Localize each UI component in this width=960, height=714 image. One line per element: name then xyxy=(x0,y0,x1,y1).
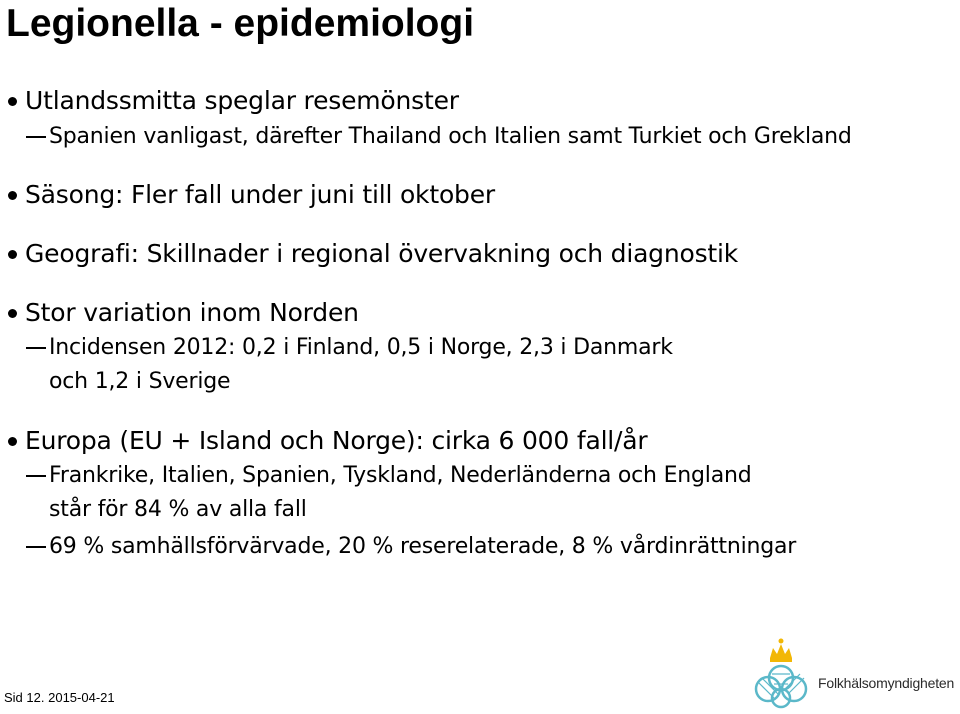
agency-name: Folkhälsomyndigheten xyxy=(818,675,955,691)
bullet-item-3: Geografi: Skillnader i regional övervakning och diagnostik xyxy=(25,239,739,268)
page-label: Sid 12. xyxy=(4,690,45,705)
dash-marker xyxy=(26,136,46,138)
bullet-item-4: Stor variation inom Norden xyxy=(25,298,359,327)
slide-date: 2015-04-21 xyxy=(48,690,115,705)
sub-item-6: och 1,2 i Sverige xyxy=(49,369,231,394)
bullet-dot xyxy=(8,97,17,106)
bullet-item-2: Säsong: Fler fall under juni till oktober xyxy=(25,180,495,209)
sub-item-8: Frankrike, Italien, Spanien, Tyskland, Nederländerna och England xyxy=(49,463,752,488)
bullet-item-7: Europa (EU + Island och Norge): cirka 6 000 fall/år xyxy=(25,426,648,455)
crown-and-knot-logo-icon xyxy=(748,634,818,710)
bullet-dot xyxy=(8,309,17,318)
sub-item-9: står för 84 % av alla fall xyxy=(49,497,307,522)
folkhalsomyndigheten-logo xyxy=(748,634,958,710)
sub-item-1: Spanien vanligast, därefter Thailand och Italien samt Turkiet och Grekland xyxy=(49,124,852,149)
dash-marker xyxy=(26,347,46,349)
sub-item-10: 69 % samhällsförvärvade, 20 % reserelaterade, 8 % vårdinrättningar xyxy=(49,534,797,559)
bullet-dot xyxy=(8,191,17,200)
slide-footer xyxy=(4,690,115,706)
sub-item-5: Incidensen 2012: 0,2 i Finland, 0,5 i Norge, 2,3 i Danmark xyxy=(49,335,673,360)
bullet-dot xyxy=(8,250,17,259)
bullet-dot xyxy=(8,437,17,446)
dash-marker xyxy=(26,546,46,548)
slide-title: Legionella - epidemiologi xyxy=(6,2,475,45)
bullet-item-0: Utlandssmitta speglar resemönster xyxy=(25,86,459,115)
dash-marker xyxy=(26,475,46,477)
